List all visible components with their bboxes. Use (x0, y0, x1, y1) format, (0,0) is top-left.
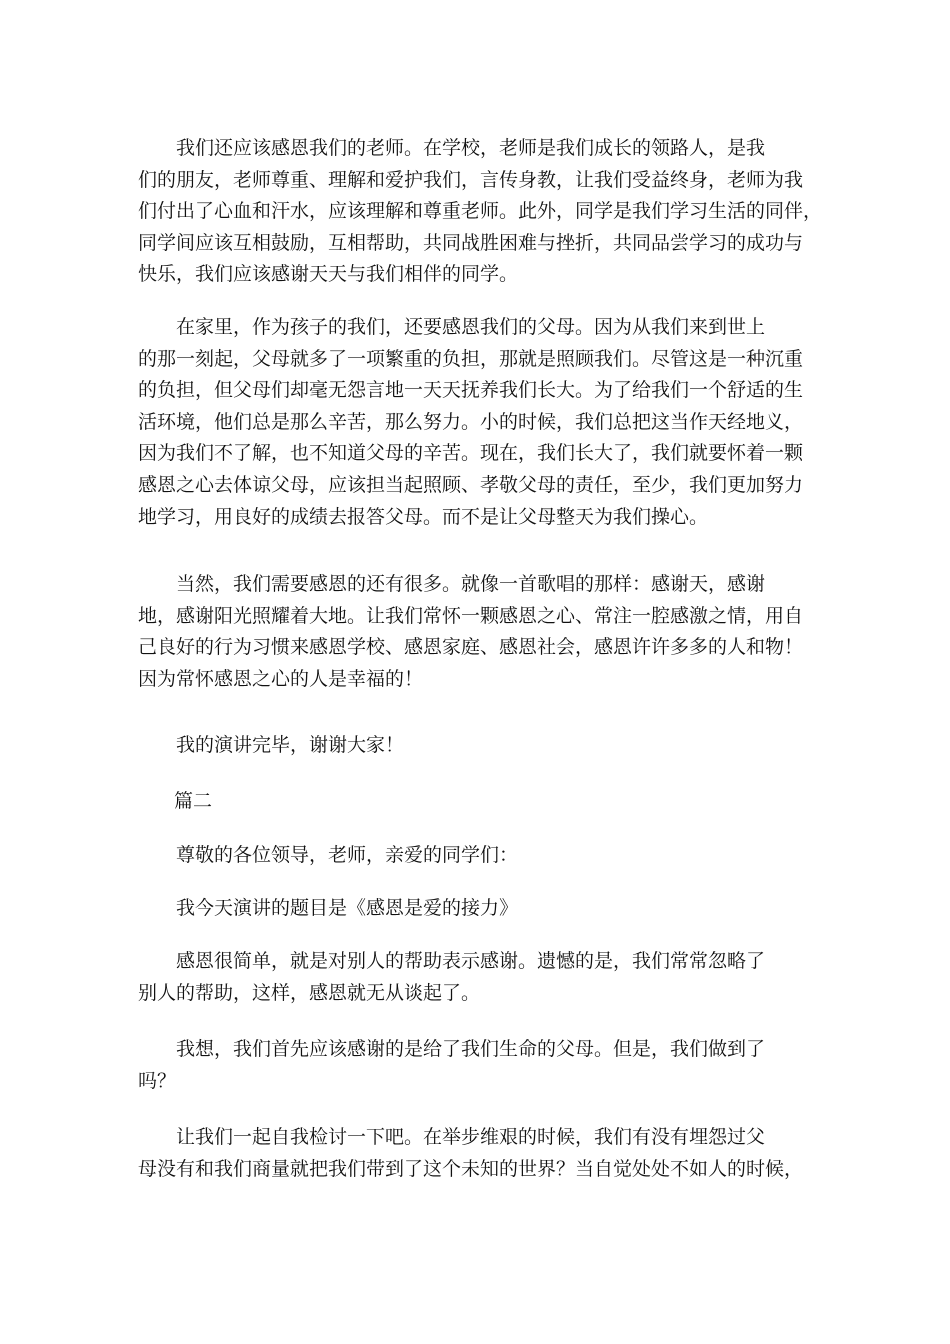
text-line: 的那一刻起，父母就多了一项繁重的负担，那就是照顾我们。尽管这是一种沉重 (138, 347, 804, 370)
text-line: 的负担，但父母们却毫无怨言地一天天抚养我们长大。为了给我们一个舒适的生 (138, 379, 804, 402)
text-line: 尊敬的各位领导，老师，亲爱的同学们： (138, 844, 519, 866)
section-heading (174, 786, 854, 818)
text-line: 快乐，我们应该感谢天天与我们相伴的同学。 (138, 263, 519, 286)
text-line: 我今天演讲的题目是《感恩是爱的接力》 (138, 897, 519, 919)
text-line: 母没有和我们商量就把我们带到了这个未知的世界？当自觉处处不如人的时候， (138, 1157, 804, 1180)
text-line: 感恩很简单，就是对别人的帮助表示感谢。遗憾的是，我们常常忽略了 (138, 950, 766, 972)
text-line: 感恩之心去体谅父母，应该担当起照顾、孝敬父母的责任，至少，我们更加努力 (138, 473, 804, 496)
text-line: 吗？ (138, 1069, 177, 1092)
text-line: 地，感谢阳光照耀着大地。让我们常怀一颗感恩之心、常注一腔感激之情，用自 (138, 604, 804, 627)
paragraph-gratitude (138, 569, 818, 695)
paragraph-teachers (138, 133, 823, 291)
text-line: 们的朋友，老师尊重、理解和爱护我们，言传身教，让我们受益终身，老师为我 (138, 168, 804, 191)
paragraph-intro (138, 946, 818, 1009)
text-line: 同学间应该互相鼓励，互相帮助，共同战胜困难与挫折，共同品尝学习的成功与 (138, 231, 804, 254)
text-line: 我们还应该感恩我们的老师。在学校，老师是我们成长的领路人，是我 (138, 137, 766, 159)
paragraph-closing (138, 730, 818, 762)
text-line: 们付出了心血和汗水，应该理解和尊重老师。此外，同学是我们学习生活的同伴， (138, 200, 823, 223)
text-line: 别人的帮助，这样，感恩就无从谈起了。 (138, 981, 481, 1004)
text-line: 在家里，作为孩子的我们，还要感恩我们的父母。因为从我们来到世上 (138, 316, 766, 338)
text-line: 地学习，用良好的成绩去报答父母。而不是让父母整天为我们操心。 (138, 505, 709, 528)
text-line: 篇二 (174, 790, 213, 812)
text-line: 我想，我们首先应该感谢的是给了我们生命的父母。但是，我们做到了 (138, 1038, 766, 1060)
text-line: 我的演讲完毕，谢谢大家！ (138, 734, 405, 756)
text-line: 因为常怀感恩之心的人是幸福的！ (138, 667, 424, 690)
paragraph-reflection (138, 1122, 818, 1185)
paragraph-question (138, 1034, 818, 1097)
text-line: 让我们一起自我检讨一下吧。在举步维艰的时候，我们有没有埋怨过父 (138, 1126, 766, 1148)
paragraph-parents (138, 312, 818, 533)
paragraph-salutation (138, 840, 818, 872)
paragraph-topic (138, 893, 818, 925)
text-line: 己良好的行为习惯来感恩学校、感恩家庭、感恩社会，感恩许许多多的人和物！ (138, 636, 804, 659)
text-line: 因为我们不了解，也不知道父母的辛苦。现在，我们长大了，我们就要怀着一颗 (138, 442, 804, 465)
text-line: 活环境，他们总是那么辛苦，那么努力。小的时候，我们总把这当作天经地义， (138, 410, 804, 433)
text-line: 当然，我们需要感恩的还有很多。就像一首歌唱的那样：感谢天，感谢 (138, 573, 766, 595)
